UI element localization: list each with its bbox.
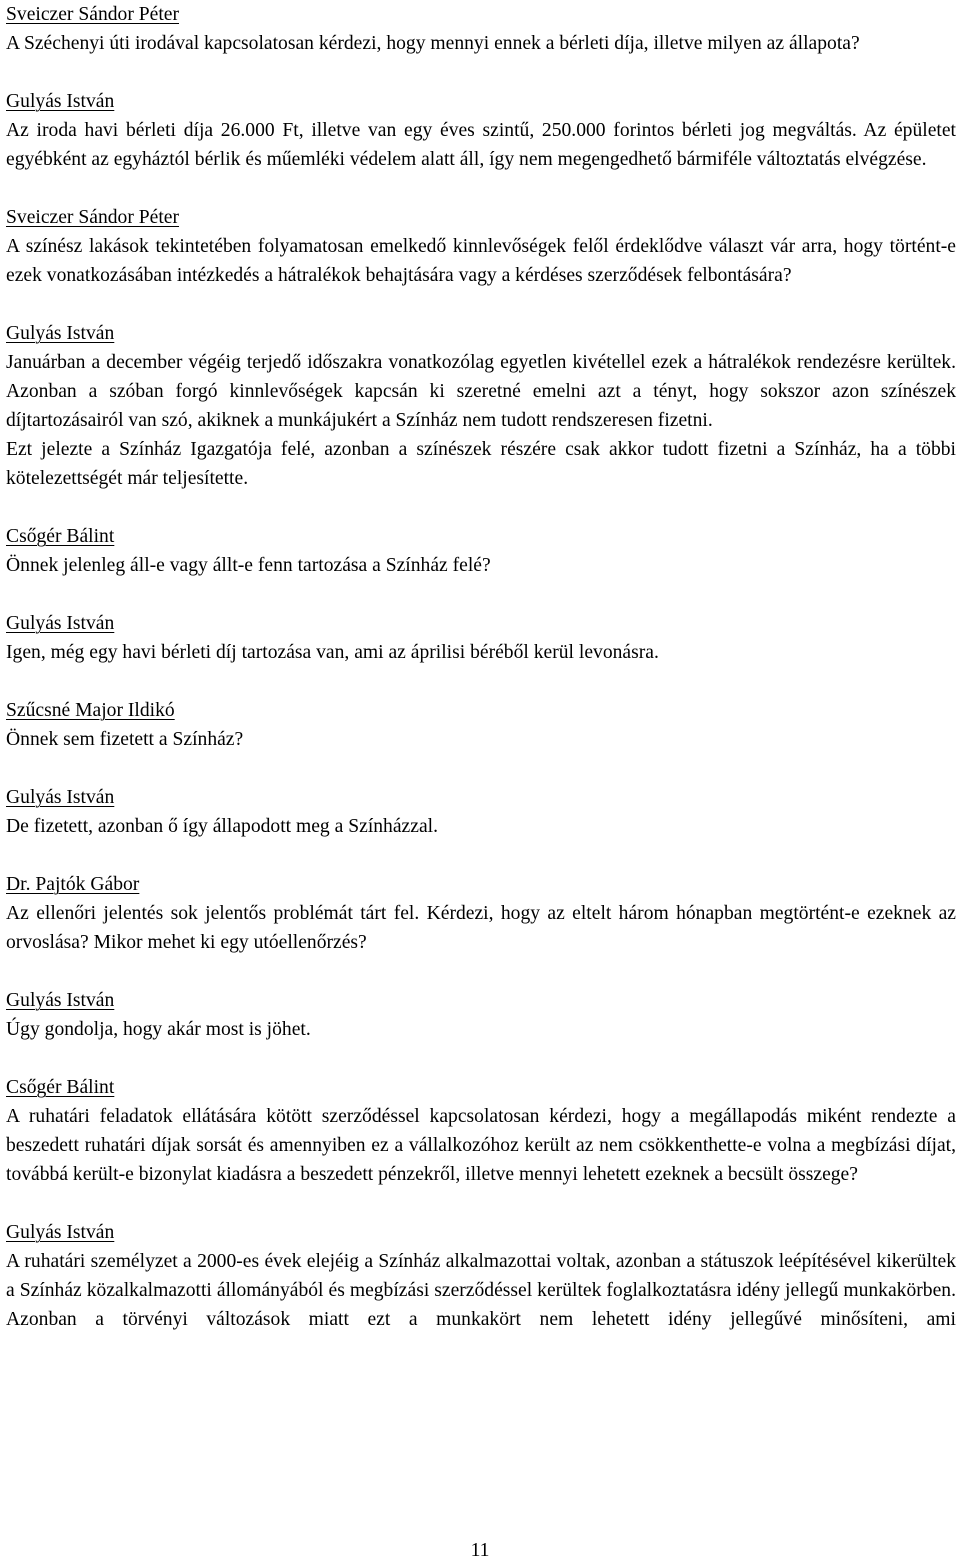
statement-paragraph: Ezt jelezte a Színház Igazgatója felé, azonban a színészek részére csak akkor tudott fizetni a Színház, ha a többi kötelezettségét már teljesítette. <box>6 439 956 489</box>
speaker-name: Csőgér Bálint <box>6 1077 115 1098</box>
speaker-name: Gulyás István <box>6 990 115 1011</box>
statement-paragraph: A ruhatári személyzet a 2000-es évek elejéig a Színház alkalmazottai voltak, azonban a státuszok leépítésével kikerültek a Színház közalkalmazotti állományából és megbízási szerződéssel kerültek foglalkoztatásra idény jellegű munkakörben. Azonban a törvényi változások miatt ezt a munkakört nem lehetett idény jellegűvé minősíteni, ami <box>6 1251 956 1330</box>
statement-paragraph: A színész lakások tekintetében folyamatosan emelkedő kinnlevőségek felől érdeklődve választ vár arra, hogy történt-e ezek vonatkozásában intézkedés a hátralékok behajtására vagy a kérdéses szerződések felbontására? <box>6 236 956 286</box>
page-number: 11 <box>470 1540 490 1561</box>
transcript-entry <box>6 319 956 493</box>
speaker-name: Gulyás István <box>6 91 115 112</box>
speaker-name: Sveiczer Sándor Péter <box>6 207 180 228</box>
speaker-name: Dr. Pajtók Gábor <box>6 874 140 895</box>
transcript-entry <box>6 87 956 174</box>
statement-paragraph: Az ellenőri jelentés sok jelentős problémát tárt fel. Kérdezi, hogy az eltelt három hónapban megtörtént-e ezeknek az orvoslása? Mikor mehet ki egy utóellenőrzés? <box>6 903 956 953</box>
transcript-entry <box>6 522 956 580</box>
statement-paragraph: A ruhatári feladatok ellátására kötött szerződéssel kapcsolatosan kérdezi, hogy a megállapodás miként rendezte a beszedett ruhatári díjak sorsát és amennyiben ez a vállalkozóhoz került az nem csökkenthette-e volna a megbízási díjat, továbbá került-e bizonylat kiadásra a beszedett pénzekről, illetve mennyi lehetett ezeknek a becsült összege? <box>6 1106 956 1185</box>
transcript-entry <box>6 696 956 754</box>
transcript-entry <box>6 203 956 290</box>
statement-paragraph: Az iroda havi bérleti díja 26.000 Ft, illetve van egy éves szintű, 250.000 forintos bérleti jog megváltás. Az épületet egyébként az egyháztól bérlik és műemléki védelem alatt áll, így nem megengedhető bármiféle változtatás elvégzése. <box>6 120 956 170</box>
transcript-entry <box>6 986 956 1044</box>
statement-paragraph: Januárban a december végéig terjedő időszakra vonatkozólag egyetlen kivétellel ezek a hátralékok rendezésre kerültek. Azonban a szóban forgó kinnlevőségek kapcsán ki szeretné emelni azt a tényt, hogy sokszor azon színészek díjtartozásairól van szó, akiknek a munkájukért a Színház nem tudott rendszeresen fizetni. <box>6 352 956 431</box>
speaker-name: Szűcsné Major Ildikó <box>6 700 175 721</box>
speaker-name: Gulyás István <box>6 1222 115 1243</box>
transcript-entry <box>6 783 956 841</box>
speaker-name: Gulyás István <box>6 613 115 634</box>
statement-paragraph: Önnek sem fizetett a Színház? <box>6 729 244 750</box>
transcript-entry <box>6 870 956 957</box>
speaker-name: Csőgér Bálint <box>6 526 115 547</box>
statement-paragraph: Úgy gondolja, hogy akár most is jöhet. <box>6 1019 311 1040</box>
transcript-entry <box>6 609 956 667</box>
speaker-name: Sveiczer Sándor Péter <box>6 4 180 25</box>
speaker-name: Gulyás István <box>6 787 115 808</box>
speaker-name: Gulyás István <box>6 323 115 344</box>
statement-paragraph: Önnek jelenleg áll-e vagy állt-e fenn tartozása a Színház felé? <box>6 555 491 576</box>
transcript-entry <box>6 0 956 58</box>
statement-paragraph: De fizetett, azonban ő így állapodott meg a Színházzal. <box>6 816 438 837</box>
statement-paragraph: Igen, még egy havi bérleti díj tartozása van, ami az áprilisi béréből kerül levonásra. <box>6 642 659 663</box>
document-page <box>6 0 956 1334</box>
transcript-entry <box>6 1218 956 1334</box>
statement-paragraph: A Széchenyi úti irodával kapcsolatosan kérdezi, hogy mennyi ennek a bérleti díja, illetve milyen az állapota? <box>6 33 860 54</box>
transcript-entry <box>6 1073 956 1189</box>
